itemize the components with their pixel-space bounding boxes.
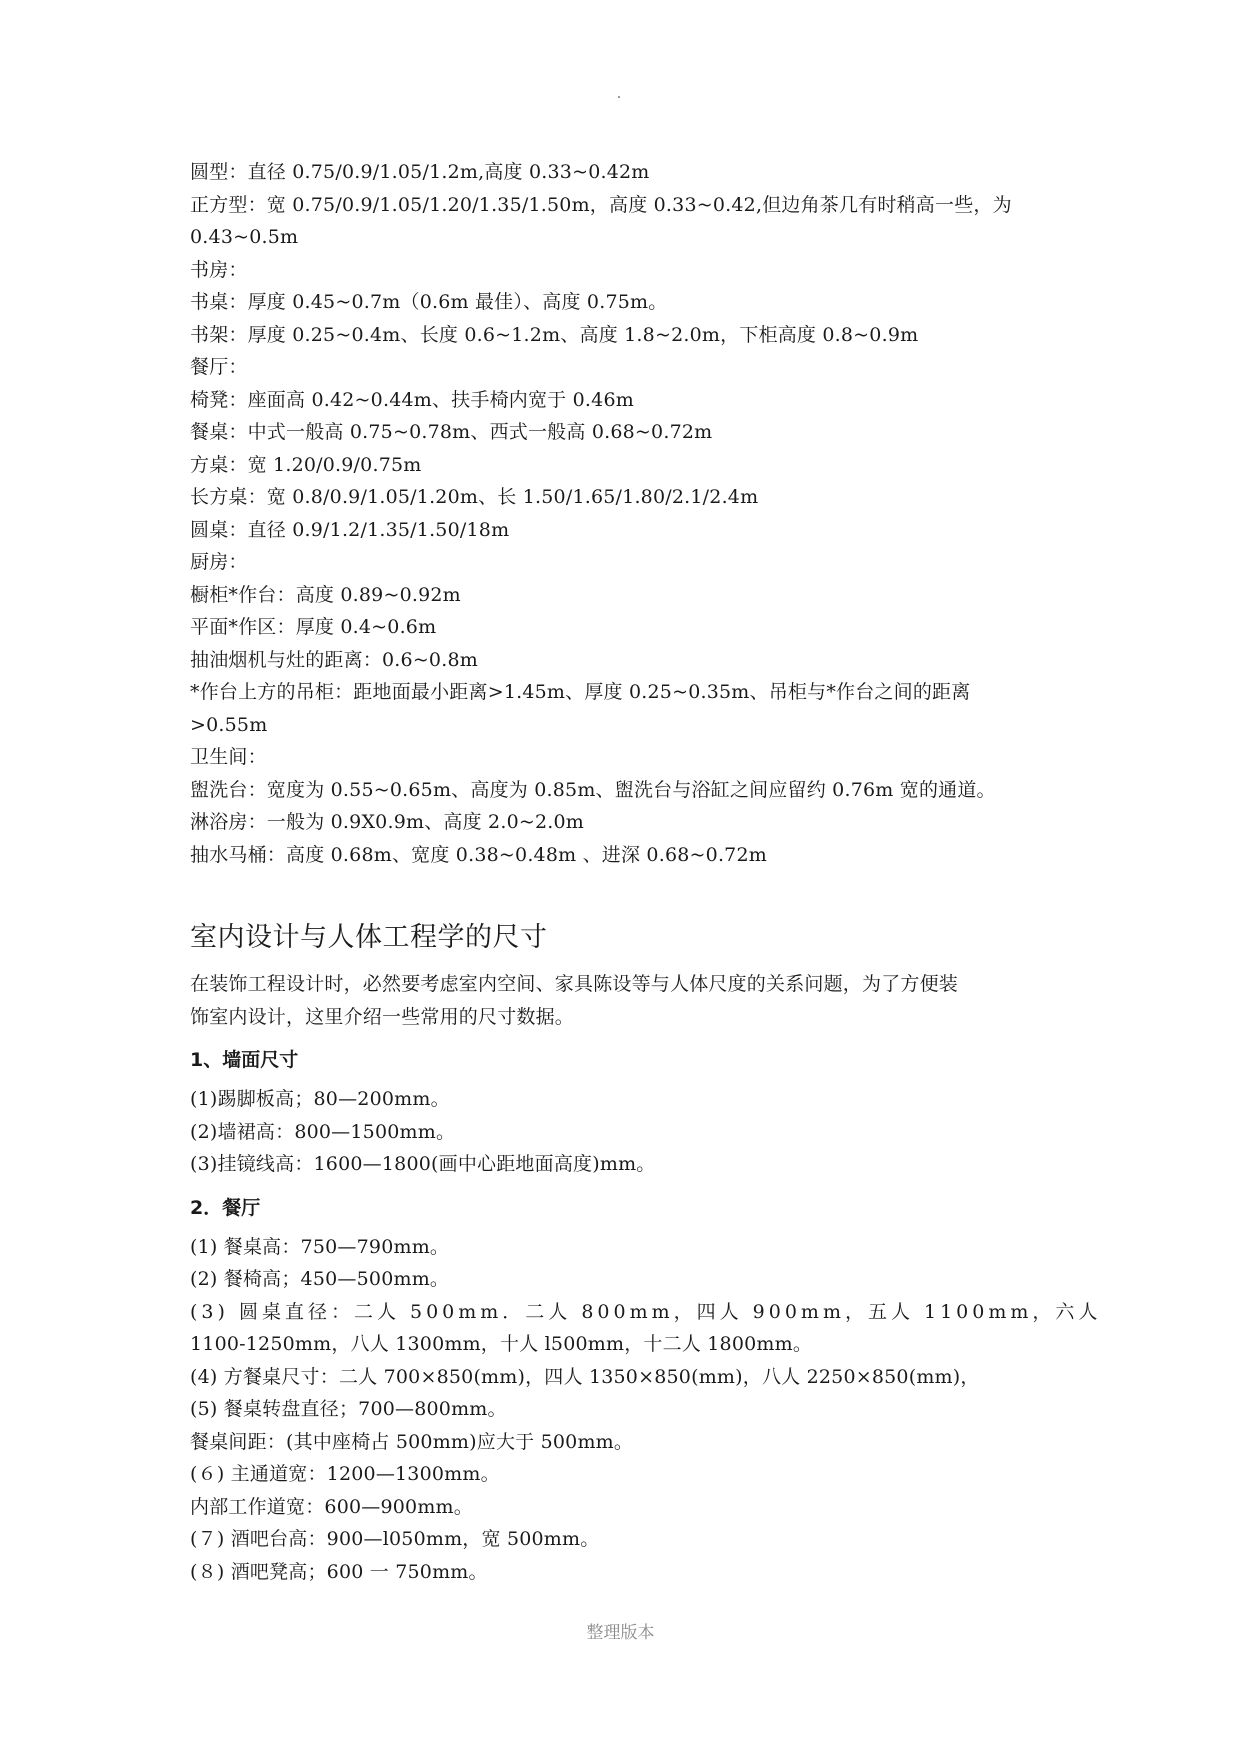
text-line: 橱柜*作台：高度 0.89~0.92m [190,583,461,606]
page-footer: 整理版本 [586,1623,655,1643]
text-line: 0.43~0.5m [190,226,299,248]
room-label-study: 书房： [190,258,248,281]
dining-items [190,1231,1102,1589]
wall-items [190,1083,1060,1181]
text-line: 平面*作区：厚度 0.4~0.6m [190,616,437,638]
text-line: 餐桌：中式一般高 0.75~0.78m、西式一般高 0.68~0.72m [190,421,713,443]
text-line: 书架：厚度 0.25~0.4m、长度 0.6~1.2m、高度 1.8~2.0m，下柜高度 0.8~0.9m [190,323,919,346]
list-item: (4) 方餐桌尺寸：二人 700×850(mm)，四人 1350×850(mm)，八人 2250×850(mm)， [190,1365,980,1388]
header-mark [618,96,620,98]
room-label-kitchen: 厨房： [190,551,248,573]
text-line: 抽油烟机与灶的距离：0.6~0.8m [190,648,478,671]
list-item: (2) 餐椅高；450—500mm。 [190,1268,450,1290]
dining-heading: 2．餐厅 [190,1196,261,1219]
furniture-dimensions-list [190,156,1060,871]
list-item: (3)挂镜线高：1600—1800(画中心距地面高度)mm。 [190,1153,656,1175]
wall-heading: 1、墙面尺寸 [190,1049,299,1071]
text-line: 椅凳：座面高 0.42~0.44m、扶手椅内宽于 0.46m [190,388,634,411]
text-line: 长方桌：宽 0.8/0.9/1.05/1.20m、长 1.50/1.65/1.80/2.1/2.4m [190,486,759,508]
section-title: 室内设计与人体工程学的尺寸 [190,922,548,953]
list-item: (６) 主通道宽：1200—1300mm。 [190,1463,500,1485]
document-content [190,152,1102,1588]
list-item: (７) 酒吧台高：900—l050mm，宽 500mm。 [190,1528,600,1550]
room-label-bathroom: 卫生间： [190,746,267,768]
list-item: 餐桌间距：(其中座椅占 500mm)应大于 500mm。 [190,1430,634,1453]
text-line: 盥洗台：宽度为 0.55~0.65m、高度为 0.85m、盥洗台与浴缸之间应留约 0.76m 宽的通道。 [190,778,996,801]
text-line: 书桌：厚度 0.45~0.7m（0.6m 最佳）、高度 0.75m。 [190,291,668,313]
list-item: 1100-1250mm，八人 1300mm，十人 l500mm，十二人 1800mm。 [190,1333,813,1355]
text-line: 圆桌：直径 0.9/1.2/1.35/1.50/18m [190,518,510,541]
list-item: 内部工作道宽：600—900mm。 [190,1495,473,1518]
text-line: 圆型：直径 0.75/0.9/1.05/1.2m,高度 0.33~0.42m [190,161,650,183]
list-item: (1) 餐桌高：750—790mm。 [190,1235,450,1258]
text-line: 抽水马桶：高度 0.68m、宽度 0.38~0.48m 、进深 0.68~0.72m [190,843,767,866]
text-line: >0.55m [190,713,268,736]
text-line: *作台上方的吊柜：距地面最小距离>1.45m、厚度 0.25~0.35m、吊柜与*作台之间的距离 [190,681,971,703]
list-item: (5) 餐桌转盘直径；700—800mm。 [190,1398,507,1420]
list-item: (８) 酒吧凳高；600 一 750mm。 [190,1560,488,1583]
intro-line: 饰室内设计，这里介绍一些常用的尺寸数据。 [190,1005,575,1028]
list-item: (1)踢脚板高；80—200mm。 [190,1088,450,1110]
section-intro [190,968,1060,1033]
text-line: 正方型：宽 0.75/0.9/1.05/1.20/1.35/1.50m，高度 0.33~0.42,但边角茶几有时稍高一些，为 [190,193,1012,216]
text-line: 方桌：宽 1.20/0.9/0.75m [190,453,422,476]
list-item: (2)墙裙高：800—1500mm。 [190,1120,456,1143]
text-line: 淋浴房：一般为 0.9X0.9m、高度 2.0~2.0m [190,811,585,833]
room-label-dining: 餐厅： [190,356,248,378]
list-item: (3) 圆桌直径：二人 500mm．二人 800mm，四人 900mm，五人 1100mm，六人 [190,1300,1102,1323]
intro-line: 在装饰工程设计时，必然要考虑室内空间、家具陈设等与人体尺度的关系问题，为了方便装 [190,973,959,995]
